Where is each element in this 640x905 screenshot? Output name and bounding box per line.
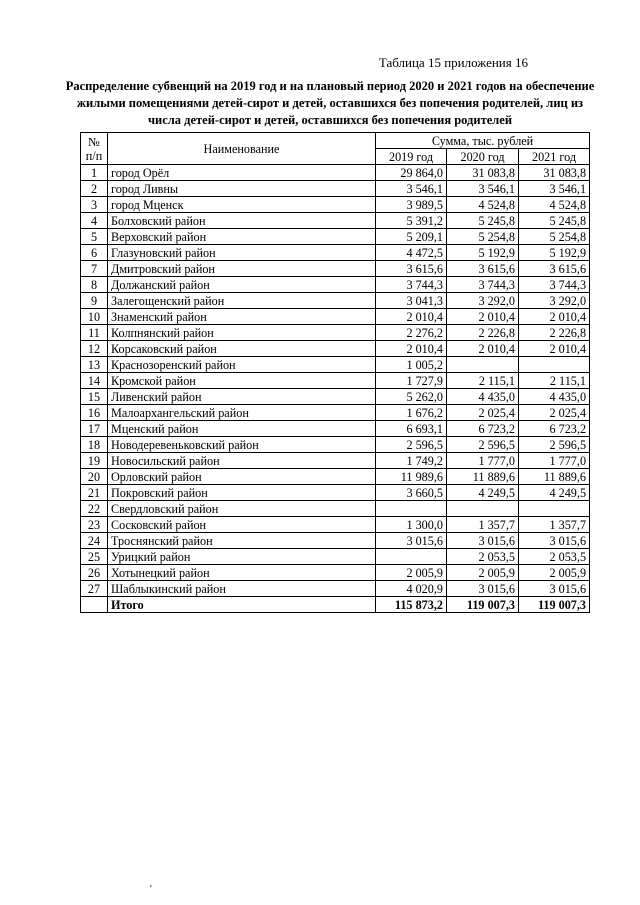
total-num-cell — [81, 597, 108, 613]
value-2020: 2 226,8 — [447, 325, 519, 341]
row-number: 5 — [81, 229, 108, 245]
value-2019: 6 693,1 — [376, 421, 447, 437]
value-2020: 3 744,3 — [447, 277, 519, 293]
value-2019: 3 660,5 — [376, 485, 447, 501]
table-row — [81, 245, 590, 261]
district-name: Верховский район — [108, 229, 376, 245]
row-number: 9 — [81, 293, 108, 309]
value-2019: 2 010,4 — [376, 341, 447, 357]
value-2021: 5 192,9 — [519, 245, 590, 261]
value-2020: 3 292,0 — [447, 293, 519, 309]
value-2019: 1 749,2 — [376, 453, 447, 469]
district-name: Краснозоренский район — [108, 357, 376, 373]
row-number: 2 — [81, 181, 108, 197]
row-number: 12 — [81, 341, 108, 357]
value-2019: 3 615,6 — [376, 261, 447, 277]
district-name: Новодеревеньковский район — [108, 437, 376, 453]
subsidy-table — [80, 132, 590, 613]
value-2019: 4 472,5 — [376, 245, 447, 261]
total-2020: 119 007,3 — [447, 597, 519, 613]
value-2020: 2 115,1 — [447, 373, 519, 389]
table-row — [81, 485, 590, 501]
value-2020: 6 723,2 — [447, 421, 519, 437]
table-row — [81, 501, 590, 517]
value-2021: 3 015,6 — [519, 581, 590, 597]
value-2020: 3 546,1 — [447, 181, 519, 197]
col-sum-header: Сумма, тыс. рублей — [376, 133, 590, 149]
value-2021: 2 010,4 — [519, 309, 590, 325]
value-2020: 2 596,5 — [447, 437, 519, 453]
table-row — [81, 565, 590, 581]
district-name: Малоархангельский район — [108, 405, 376, 421]
table-row — [81, 165, 590, 181]
value-2020: 5 245,8 — [447, 213, 519, 229]
table-row — [81, 277, 590, 293]
district-name: Ливенский район — [108, 389, 376, 405]
value-2019: 5 391,2 — [376, 213, 447, 229]
district-name: Корсаковский район — [108, 341, 376, 357]
value-2021 — [519, 357, 590, 373]
value-2021: 2 025,4 — [519, 405, 590, 421]
value-2021: 4 524,8 — [519, 197, 590, 213]
value-2021: 3 015,6 — [519, 533, 590, 549]
district-name: Залегощенский район — [108, 293, 376, 309]
table-row — [81, 517, 590, 533]
row-number: 10 — [81, 309, 108, 325]
appendix-label: Таблица 15 приложения 16 — [378, 55, 528, 70]
value-2021: 2 226,8 — [519, 325, 590, 341]
table-row — [81, 581, 590, 597]
value-2019: 2 596,5 — [376, 437, 447, 453]
table-row — [81, 325, 590, 341]
value-2019: 1 300,0 — [376, 517, 447, 533]
value-2021: 3 546,1 — [519, 181, 590, 197]
district-name: Урицкий район — [108, 549, 376, 565]
district-name: Покровский район — [108, 485, 376, 501]
value-2019: 3 744,3 — [376, 277, 447, 293]
table-body — [81, 165, 590, 597]
table-row — [81, 421, 590, 437]
value-2020: 31 083,8 — [447, 165, 519, 181]
table-row — [81, 341, 590, 357]
row-number: 26 — [81, 565, 108, 581]
value-2020 — [447, 357, 519, 373]
value-2020: 11 889,6 — [447, 469, 519, 485]
total-row — [81, 597, 590, 613]
district-name: Свердловский район — [108, 501, 376, 517]
value-2019: 2 010,4 — [376, 309, 447, 325]
table-row — [81, 453, 590, 469]
table-row — [81, 405, 590, 421]
row-number: 17 — [81, 421, 108, 437]
value-2019: 2 005,9 — [376, 565, 447, 581]
value-2021: 1 777,0 — [519, 453, 590, 469]
district-name: Хотынецкий район — [108, 565, 376, 581]
row-number: 11 — [81, 325, 108, 341]
table-row — [81, 357, 590, 373]
value-2020: 2 010,4 — [447, 309, 519, 325]
value-2021: 2 053,5 — [519, 549, 590, 565]
value-2020: 1 777,0 — [447, 453, 519, 469]
value-2021: 2 010,4 — [519, 341, 590, 357]
table-row — [81, 469, 590, 485]
district-name: Знаменский район — [108, 309, 376, 325]
table-row — [81, 437, 590, 453]
col-num-header: № п/п — [81, 133, 108, 165]
district-name: город Орёл — [108, 165, 376, 181]
row-number: 23 — [81, 517, 108, 533]
row-number: 19 — [81, 453, 108, 469]
value-2021: 2 596,5 — [519, 437, 590, 453]
value-2019: 5 209,1 — [376, 229, 447, 245]
value-2019: 1 005,2 — [376, 357, 447, 373]
value-2019: 1 676,2 — [376, 405, 447, 421]
value-2020: 5 254,8 — [447, 229, 519, 245]
value-2020: 5 192,9 — [447, 245, 519, 261]
district-name: Мценский район — [108, 421, 376, 437]
scan-mark: ' — [150, 884, 152, 895]
district-name: Должанский район — [108, 277, 376, 293]
value-2021: 3 615,6 — [519, 261, 590, 277]
total-2019: 115 873,2 — [376, 597, 447, 613]
row-number: 8 — [81, 277, 108, 293]
value-2019: 3 989,5 — [376, 197, 447, 213]
value-2021 — [519, 501, 590, 517]
row-number: 6 — [81, 245, 108, 261]
row-number: 1 — [81, 165, 108, 181]
value-2020: 2 053,5 — [447, 549, 519, 565]
value-2019: 3 041,3 — [376, 293, 447, 309]
row-number: 14 — [81, 373, 108, 389]
district-name: Глазуновский район — [108, 245, 376, 261]
table-row — [81, 533, 590, 549]
year-2019-header: 2019 год — [376, 149, 447, 165]
district-name: город Мценск — [108, 197, 376, 213]
row-number: 15 — [81, 389, 108, 405]
value-2020: 4 435,0 — [447, 389, 519, 405]
row-number: 13 — [81, 357, 108, 373]
row-number: 21 — [81, 485, 108, 501]
table-row — [81, 293, 590, 309]
table-row — [81, 373, 590, 389]
district-name: город Ливны — [108, 181, 376, 197]
value-2019: 5 262,0 — [376, 389, 447, 405]
year-2020-header: 2020 год — [447, 149, 519, 165]
table-row — [81, 389, 590, 405]
district-name: Орловский район — [108, 469, 376, 485]
row-number: 24 — [81, 533, 108, 549]
value-2020: 3 015,6 — [447, 533, 519, 549]
table-row — [81, 261, 590, 277]
year-2021-header: 2021 год — [519, 149, 590, 165]
row-number: 20 — [81, 469, 108, 485]
district-name: Кромской район — [108, 373, 376, 389]
row-number: 4 — [81, 213, 108, 229]
table-row — [81, 309, 590, 325]
col-name-header: Наименование — [108, 133, 376, 165]
value-2021: 11 889,6 — [519, 469, 590, 485]
total-label: Итого — [108, 597, 376, 613]
value-2021: 5 245,8 — [519, 213, 590, 229]
value-2019: 4 020,9 — [376, 581, 447, 597]
value-2021: 6 723,2 — [519, 421, 590, 437]
value-2019: 1 727,9 — [376, 373, 447, 389]
value-2020: 2 005,9 — [447, 565, 519, 581]
value-2021: 1 357,7 — [519, 517, 590, 533]
row-number: 7 — [81, 261, 108, 277]
value-2021: 4 249,5 — [519, 485, 590, 501]
district-name: Новосильский район — [108, 453, 376, 469]
row-number: 22 — [81, 501, 108, 517]
value-2019: 29 864,0 — [376, 165, 447, 181]
value-2019: 11 989,6 — [376, 469, 447, 485]
value-2019: 3 546,1 — [376, 181, 447, 197]
value-2021: 2 115,1 — [519, 373, 590, 389]
district-name: Сосковский район — [108, 517, 376, 533]
value-2021: 4 435,0 — [519, 389, 590, 405]
row-number: 18 — [81, 437, 108, 453]
value-2021: 31 083,8 — [519, 165, 590, 181]
row-number: 27 — [81, 581, 108, 597]
value-2019: 2 276,2 — [376, 325, 447, 341]
value-2020: 4 249,5 — [447, 485, 519, 501]
table-header — [81, 133, 590, 165]
district-name: Дмитровский район — [108, 261, 376, 277]
value-2020: 3 615,6 — [447, 261, 519, 277]
value-2019 — [376, 501, 447, 517]
value-2021: 3 744,3 — [519, 277, 590, 293]
district-name: Шаблыкинский район — [108, 581, 376, 597]
value-2020: 4 524,8 — [447, 197, 519, 213]
table-row — [81, 213, 590, 229]
value-2020: 2 010,4 — [447, 341, 519, 357]
row-number: 25 — [81, 549, 108, 565]
value-2020: 1 357,7 — [447, 517, 519, 533]
total-2021: 119 007,3 — [519, 597, 590, 613]
district-name: Колпнянский район — [108, 325, 376, 341]
table-row — [81, 197, 590, 213]
value-2021: 2 005,9 — [519, 565, 590, 581]
value-2020 — [447, 501, 519, 517]
value-2019 — [376, 549, 447, 565]
district-name: Болховский район — [108, 213, 376, 229]
table-row — [81, 549, 590, 565]
row-number: 3 — [81, 197, 108, 213]
document-title: Распределение субвенций на 2019 год и на плановый период 2020 и 2021 годов на обеспечение жилыми помещениями детей-сирот и детей, оставшихся без попечения родителей, лиц из числа детей-сирот и детей, оставшихся без попечения родителей — [65, 79, 595, 127]
row-number: 16 — [81, 405, 108, 421]
table-row — [81, 181, 590, 197]
value-2020: 2 025,4 — [447, 405, 519, 421]
table-row — [81, 229, 590, 245]
district-name: Троснянский район — [108, 533, 376, 549]
value-2021: 5 254,8 — [519, 229, 590, 245]
value-2020: 3 015,6 — [447, 581, 519, 597]
value-2019: 3 015,6 — [376, 533, 447, 549]
value-2021: 3 292,0 — [519, 293, 590, 309]
